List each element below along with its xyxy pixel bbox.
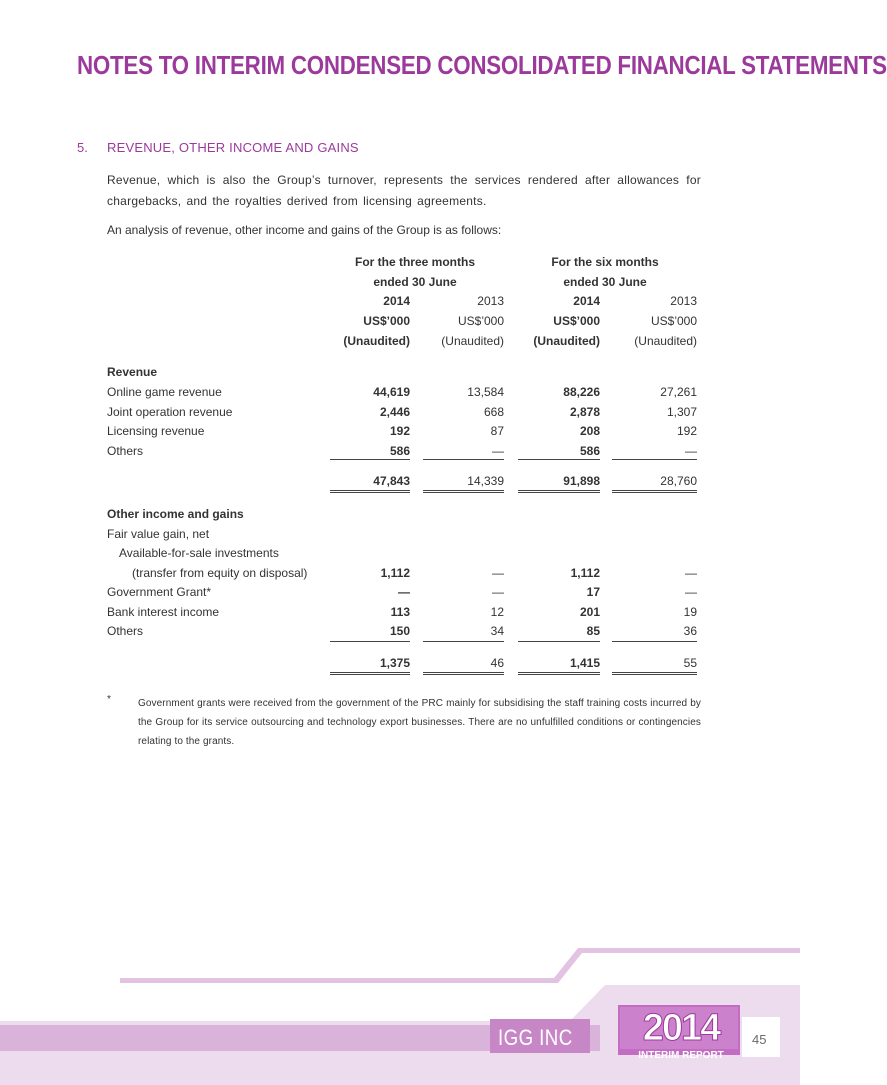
- table-row-label: Bank interest income: [107, 605, 220, 619]
- table-cell: 85: [586, 624, 600, 638]
- table-cell: 88,226: [563, 385, 600, 399]
- column-header-audit: (Unaudited): [441, 334, 504, 348]
- col-group-three-months-line1: For the three months: [354, 255, 475, 269]
- table-cell: —: [685, 443, 697, 458]
- table-cell: 1,415: [569, 656, 600, 670]
- table-cell: —: [492, 585, 504, 599]
- table-cell: 2,878: [569, 404, 600, 419]
- table-row-label: Licensing revenue: [107, 424, 205, 438]
- table-row-label: Online game revenue: [107, 385, 222, 399]
- footer-top-stripe: [120, 948, 800, 983]
- brand-name: IGG INC: [498, 1025, 573, 1050]
- column-header-units: US$’000: [363, 314, 410, 328]
- total-double-rule: [423, 490, 504, 493]
- table-cell: 17: [586, 585, 600, 599]
- section-title: REVENUE, OTHER INCOME AND GAINS: [107, 140, 359, 155]
- total-double-rule: [612, 672, 697, 675]
- table-cell: 47,843: [373, 474, 410, 488]
- subtotal-rule: [518, 641, 600, 642]
- subtotal-rule: [612, 641, 697, 642]
- table-cell: 586: [579, 443, 600, 458]
- subtotal-rule: [612, 459, 697, 460]
- table-cell: 192: [676, 424, 697, 438]
- fair-value-label: Fair value gain, net: [107, 527, 210, 541]
- revenue-heading: Revenue: [107, 365, 158, 379]
- table-row-label: (transfer from equity on disposal): [132, 566, 308, 580]
- col-group-six-months-line2: ended 30 June: [563, 275, 647, 289]
- revenue-description: Revenue, which is also the Group’s turnover, represents the services rendered after allowances for chargebacks, and the royalties derived from licensing agreements.: [107, 173, 701, 208]
- table-cell: —: [685, 566, 697, 580]
- column-header-years: 2014: [573, 294, 600, 308]
- column-header-audit: (Unaudited): [343, 334, 410, 348]
- column-header-audit: (Unaudited): [634, 334, 697, 348]
- table-row-label: Others: [107, 443, 144, 458]
- table-cell: 586: [389, 443, 410, 458]
- column-header-years: 2013: [477, 294, 504, 308]
- subtotal-rule: [330, 641, 410, 642]
- footnote-mark: *: [107, 694, 111, 705]
- table-cell: —: [685, 585, 697, 599]
- table-cell: —: [492, 566, 504, 580]
- table-cell: 113: [390, 605, 410, 619]
- table-cell: 36: [683, 624, 697, 638]
- table-cell: 668: [483, 404, 504, 419]
- table-cell: 14,339: [467, 474, 504, 488]
- table-cell: 1,112: [380, 566, 410, 580]
- column-header-units: US$’000: [457, 314, 504, 328]
- table-cell: 46: [490, 656, 504, 670]
- table-cell: —: [398, 585, 410, 599]
- total-double-rule: [423, 672, 504, 675]
- total-double-rule: [330, 490, 410, 493]
- table-cell: 150: [389, 624, 410, 638]
- table-cell: 87: [490, 424, 504, 438]
- subtotal-rule: [423, 641, 504, 642]
- table-cell: —: [492, 443, 504, 458]
- column-header-years: 2014: [383, 294, 410, 308]
- total-double-rule: [330, 672, 410, 675]
- col-group-three-months-line2: ended 30 June: [373, 275, 457, 289]
- table-cell: 1,307: [666, 404, 697, 419]
- footnote-text: Government grants were received from the government of the PRC mainly for subsidising the staff training costs incurred by the Group for its service outsourcing and technology export businesses. There are no unfulfilled conditions or contingencies relating to the grants.: [138, 698, 701, 747]
- column-header-audit: (Unaudited): [533, 334, 600, 348]
- afs-label: Available-for-sale investments: [119, 546, 279, 560]
- page-number: 45: [752, 1032, 767, 1047]
- total-double-rule: [612, 490, 697, 493]
- total-double-rule: [518, 672, 600, 675]
- table-cell: 28,760: [660, 474, 697, 488]
- subtotal-rule: [423, 459, 504, 460]
- table-cell: 2,446: [379, 404, 410, 419]
- page-title: NOTES TO INTERIM CONDENSED CONSOLIDATED FINANCIAL STATEMENTS: [77, 50, 887, 80]
- subtotal-rule: [518, 459, 600, 460]
- table-cell: 19: [683, 605, 697, 619]
- table-cell: 91,898: [563, 474, 600, 488]
- total-double-rule: [518, 490, 600, 493]
- subtotal-rule: [330, 459, 410, 460]
- table-cell: 208: [579, 424, 600, 438]
- other-income-heading: Other income and gains: [107, 507, 244, 521]
- table-cell: 13,584: [467, 385, 504, 399]
- report-year-logo: 2014: [642, 1007, 720, 1049]
- column-header-years: 2013: [670, 294, 697, 308]
- column-header-units: US$’000: [650, 314, 697, 328]
- analysis-intro: An analysis of revenue, other income and gains of the Group is as follows:: [107, 223, 502, 237]
- table-row-label: Others: [107, 624, 144, 638]
- section-number: 5.: [77, 140, 88, 155]
- table-cell: 27,261: [660, 385, 697, 399]
- table-row-label: Government Grant*: [107, 585, 212, 599]
- table-cell: 55: [683, 656, 697, 670]
- table-cell: 12: [490, 605, 504, 619]
- table-cell: 1,112: [570, 566, 600, 580]
- table-cell: 192: [389, 424, 410, 438]
- report-label: INTERIM REPORT: [638, 1050, 724, 1061]
- table-cell: 201: [579, 605, 600, 619]
- table-cell: 44,619: [373, 385, 410, 399]
- table-row-label: Joint operation revenue: [107, 404, 233, 419]
- table-cell: 1,375: [379, 656, 410, 670]
- column-header-units: US$’000: [553, 314, 600, 328]
- col-group-six-months-line1: For the six months: [551, 255, 659, 269]
- table-cell: 34: [490, 624, 504, 638]
